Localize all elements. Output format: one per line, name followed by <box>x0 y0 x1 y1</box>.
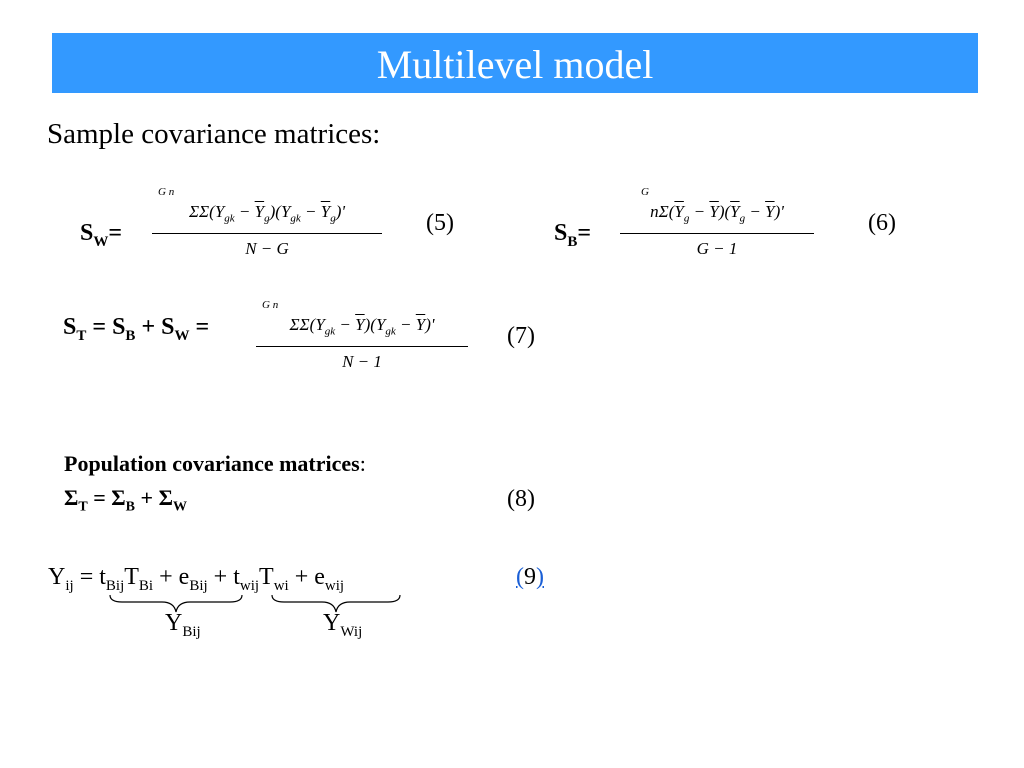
population-equation: $\Sigma_T = \Sigma_B + \Sigma_W$ <box>64 485 187 515</box>
eq7-fraction-bar <box>256 346 468 347</box>
eq9-number-link[interactable]: (9) <box>516 564 544 590</box>
eq5-lhs-equals: = <box>108 220 123 246</box>
eq6-number: (6) <box>868 210 896 236</box>
eq5-number: (5) <box>426 210 454 236</box>
eq6-sum-limits: G <box>641 186 649 198</box>
eq6-denominator: G − 1 <box>696 239 738 258</box>
eq6-fraction-bar <box>620 233 814 234</box>
population-heading: Population covariance matrices: <box>64 451 366 476</box>
eq6-lhs-s: S <box>554 220 568 246</box>
eq7-lhs: $S_T = S_B + S_W$ = <box>63 314 210 344</box>
eq6-lhs-equals: = <box>577 220 592 246</box>
eq7-sum-limits: G n <box>262 299 279 311</box>
eq6-numerator: $n\Sigma(\overline{Y}_g - \overline{Y})(\overline{Y}_g - \overline{Y})'$ <box>650 202 784 225</box>
eq6-fraction <box>620 198 814 264</box>
eq5-lhs <box>80 220 122 251</box>
ybij-label: $Y_{Bij}$ <box>165 610 201 640</box>
eq7-denominator: N − 1 <box>342 352 382 371</box>
eq5-numerator: $\Sigma\Sigma(Y_{gk} - \overline{Y}_g)(Y_{gk} - \overline{Y}_g)'$ <box>188 202 346 225</box>
slide-title: Multilevel model <box>52 33 978 93</box>
sample-covariance-heading: Sample covariance matrices: <box>47 118 381 150</box>
eq6-lhs <box>554 220 591 251</box>
eq5-sum-limits: G n <box>158 186 175 198</box>
ywij-label: $Y_{Wij}$ <box>323 610 363 640</box>
eq5-fraction <box>152 198 382 264</box>
eq5-lhs-sub: W <box>93 233 109 250</box>
eq6-lhs-sub: B <box>567 233 578 250</box>
eq5-fraction-bar <box>152 233 382 234</box>
eq9-equation: $Y_{ij} = t_{Bij}T_{Bi} + e_{Bij} + t_{wij}T_{wi} + e_{wij}$ <box>48 564 345 594</box>
eq7-numerator: $\Sigma\Sigma(Y_{gk} - \overline{Y})(Y_{gk} - \overline{Y})'$ <box>289 315 435 338</box>
eq8-number: (8) <box>507 486 535 512</box>
eq5-denominator: N − G <box>245 239 289 258</box>
eq9-underbraces <box>100 592 410 620</box>
eq7-number: (7) <box>507 323 535 349</box>
eq5-lhs-s: S <box>80 220 94 246</box>
eq7-fraction <box>256 311 468 377</box>
